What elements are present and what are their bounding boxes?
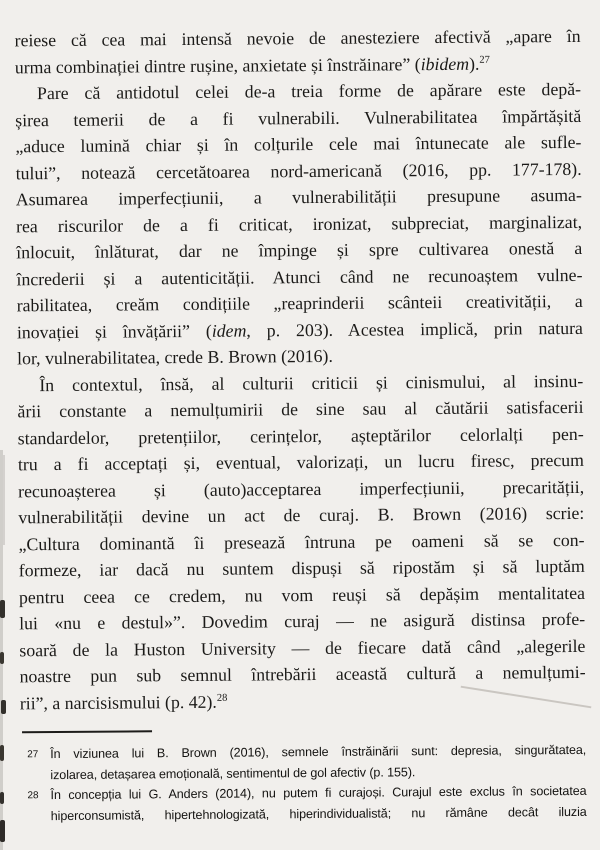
body-line: Pare că antidotul celei de-a treia forme de apărare este depă- xyxy=(36,78,582,104)
footnotes-block xyxy=(20,740,587,826)
body-line: standardelor, pretențiilor, cerințelor, așteptărilor celorlalți pen- xyxy=(17,423,584,448)
body-line xyxy=(20,685,586,716)
body-text: ). xyxy=(468,53,480,74)
footnote-line: hiperconsumistă, hipertehnologizată, hiperindividualistă; nu rămâne decât iluzia xyxy=(50,804,587,823)
footnote-number: 28 xyxy=(27,790,39,802)
body-line: încrederii și a autenticității. Atunci când ne recunoaștem vulne- xyxy=(16,264,583,289)
footnote-ref-28: 28 xyxy=(216,692,228,704)
footnote-28 xyxy=(20,781,586,826)
body-line: În contextul, însă, al culturii criticii și cinismului, al insinu- xyxy=(39,370,584,395)
body-line: șirea temerii de a fi vulnerabili. Vulnerabilitatea împărtășită xyxy=(15,105,582,130)
latin-term-italic: ibidem xyxy=(420,53,470,74)
body-line: recunoașterea și (auto)acceptarea imperfecțiunii, precarității, xyxy=(18,476,585,501)
footnote-ref-27: 27 xyxy=(479,54,490,66)
body-line: înlocuit, înlăturat, dar ne împinge și spre cultivarea onestă a xyxy=(16,237,583,263)
footnote-text xyxy=(50,740,586,785)
body-line: lui «nu e destul»”. Dovedim curaj — ne asigură distinsa profe- xyxy=(19,608,586,634)
body-line: Asumarea imperfecțiunii, a vulnerabilității presupune asuma- xyxy=(15,184,582,210)
scan-artifact-edge-line xyxy=(3,455,5,545)
body-line: ării constante a nemulțumirii de sine sau al căutării satisfacerii xyxy=(17,396,584,422)
scan-artifact-mark xyxy=(1,700,6,714)
body-line: noastre pun sub semnul întrebării această cultură a nemulțumi- xyxy=(19,661,586,687)
body-line: soară de la Huston University — de fiecare dată când „alegerile xyxy=(19,635,586,660)
scan-artifact-edge-strip xyxy=(0,450,3,850)
body-text: urma combinației dintre rușine, anxietate și înstrăinare” ( xyxy=(14,53,421,77)
footnote-separator xyxy=(22,730,152,733)
body-text: rii”, a narcisismului (p. 42). xyxy=(19,691,217,713)
paragraph-2 xyxy=(15,76,583,372)
body-line: pentru ceea ce credem, nu vom reuși să depășim mentalitatea xyxy=(18,582,586,607)
paragraph-3 xyxy=(17,367,586,716)
footnote-27 xyxy=(20,740,586,785)
body-line: rabilitatea, creăm condițiile „reaprinderii scânteii creativității, a xyxy=(16,290,583,316)
footnote-line: În concepția lui G. Anders (2014), nu putem fi curajoși. Curajul este exclus în societatea xyxy=(50,783,587,803)
footnote-line: În viziunea lui B. Brown (2016), semnele înstrăinării sunt: depresia, singurătatea, xyxy=(50,742,587,762)
footnote-line: izolarea, detașarea emoțională, sentimentul de gol afectiv (p. 155). xyxy=(50,764,416,782)
body-line: tru a fi acceptați și, eventual, valorizați, un lucru firesc, precum xyxy=(17,449,584,475)
body-line: rea riscurilor de a fi criticat, ironizat, subpreciat, marginalizat, xyxy=(15,211,583,236)
body-line: vulnerabilității devine un act de curaj. B. Brown (2016) scrie: xyxy=(18,502,585,528)
scan-artifact-mark xyxy=(0,745,4,761)
page-content xyxy=(14,23,586,826)
body-line: „aduce lumină chiar și în colțurile cele mai întunecate ale sufle- xyxy=(15,131,582,157)
body-line: lor, vulnerabilitatea, crede B. Brown (2016). xyxy=(17,345,333,369)
footnote-number: 27 xyxy=(27,749,39,761)
body-line: reiese că cea mai intensă nevoie de anesteziere afectivă „apare în xyxy=(14,25,581,51)
scan-artifact-mark xyxy=(0,792,4,804)
scan-artifact-mark xyxy=(0,652,4,664)
footnote-text xyxy=(50,781,586,826)
body-line: formeze, iar dacă nu suntem dispuși să ripostăm și să luptăm xyxy=(18,555,585,581)
scan-artifact-mark xyxy=(0,820,5,842)
body-text: , p. 203). Acestea implică, prin natura xyxy=(246,317,583,341)
scan-artifact-mark xyxy=(0,600,5,618)
paragraph-1 xyxy=(14,23,580,80)
body-line: tului”, notează cercetătoarea nord-americană (2016, pp. 177-178). xyxy=(15,158,582,183)
latin-term-italic: idem xyxy=(211,320,247,341)
body-text: inovației și învățării” ( xyxy=(16,320,212,342)
body-line: „Cultura dominantă îi presează întruna pe oameni să se con- xyxy=(18,529,585,554)
body-line xyxy=(17,314,583,345)
